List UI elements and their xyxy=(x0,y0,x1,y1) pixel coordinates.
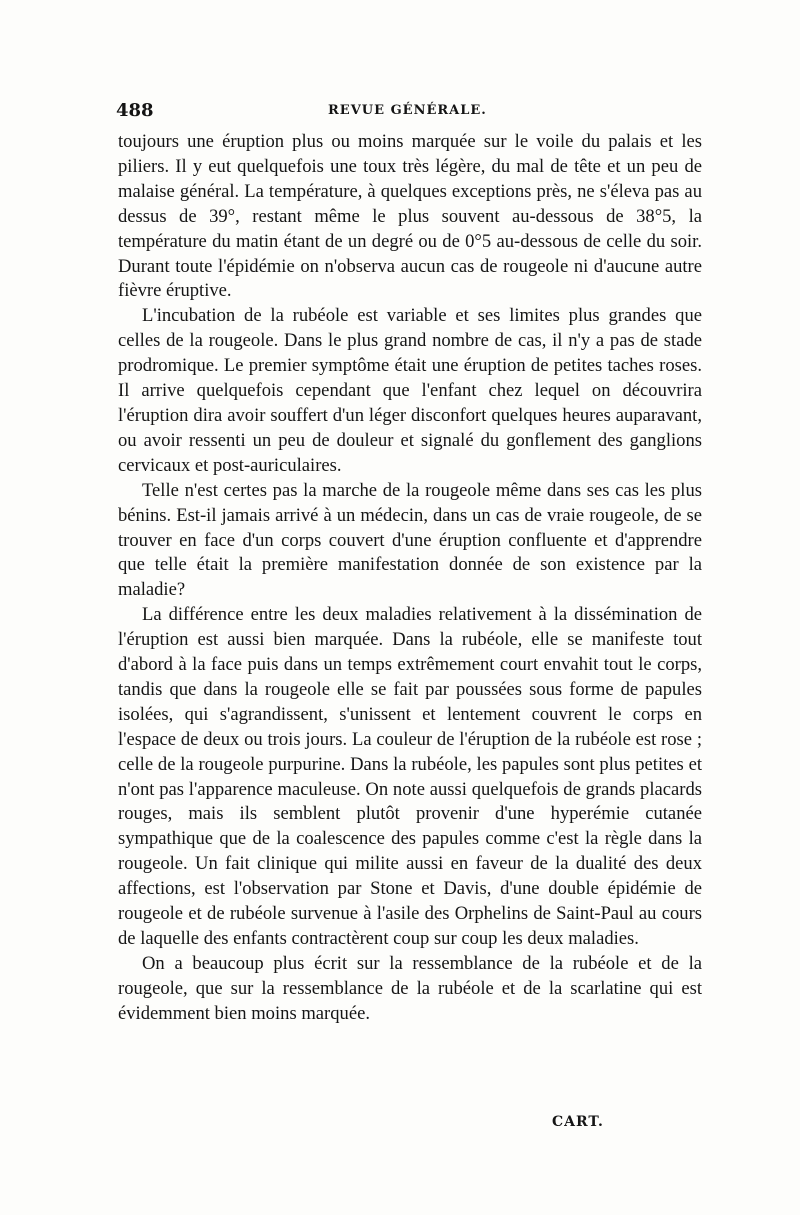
page-number: 488 xyxy=(116,100,154,121)
page-header xyxy=(116,100,706,124)
running-title: REVUE GÉNÉRALE. xyxy=(328,103,487,118)
article-body xyxy=(118,130,702,1027)
paragraph-continuation: toujours une éruption plus ou moins marquée sur le voile du palais et les piliers. Il y eut quelquefois une toux très légère, du mal de tête et un peu de malaise général. La température, à quelques exceptions près, ne s'éleva pas au dessus de 39°, restant même le plus souvent au-dessous de 38°5, la température du matin étant de un degré ou de 0°5 au-dessous de celle du soir. Durant toute l'épidémie on n'observa aucun cas de rougeole ni d'aucune autre fièvre éruptive. xyxy=(118,131,702,302)
paragraph-conclusion: On a beaucoup plus écrit sur la ressemblance de la rubéole et de la rougeole, que sur la ressemblance de la rubéole et de la scarlatine qui est évidemment bien moins marquée. xyxy=(118,952,702,1024)
paragraph-rougeole-marche: Telle n'est certes pas la marche de la rougeole même dans ses cas les plus bénins. Est-il jamais arrivé à un médecin, dans un cas de vraie rougeole, de se trouver en face d'un corps couvert d'une éruption confluente et d'apprendre que telle était la première manifestation donnée de son existence par la maladie? xyxy=(118,479,702,601)
author-signature: CART. xyxy=(552,1114,604,1130)
paragraph-dissemination: La différence entre les deux maladies relativement à la dissémination de l'éruption est aussi bien marquée. Dans la rubéole, elle se manifeste tout d'abord à la face puis dans un temps extrêmement court envahit tout le corps, tandis que dans la rougeole elle se fait par poussées sous forme de papules isolées, qui s'agrandissent, s'unissent et lentement couvrent le corps en l'espace de deux ou trois jours. La couleur de l'éruption de la rubéole est rose ; celle de la rougeole purpurine. Dans la rubéole, les papules sont plus petites et n'ont pas l'apparence maculeuse. On note aussi quelquefois de grands placards rouges, mais ils semblent plutôt provenir d'une hyperémie cutanée sympathique que de la coalescence des papules comme c'est la règle dans la rougeole. Un fait clinique qui milite aussi en faveur de la dualité des deux affections, est l'observation par Stone et Davis, d'une double épidémie de rougeole et de rubéole survenue à l'asile des Orphelins de Saint-Paul au cours de laquelle des enfants contractèrent coup sur coup les deux maladies. xyxy=(118,604,702,949)
paragraph-incubation: L'incubation de la rubéole est variable et ses limites plus grandes que celles de la rougeole. Dans le plus grand nombre de cas, il n'y a pas de stade prodromique. Le premier symptôme était une éruption de petites taches roses. Il arrive quelquefois cependant que l'enfant chez lequel on découvrira l'éruption dira avoir souffert d'un léger disconfort quelques heures auparavant, ou avoir ressenti un peu de douleur et signalé du gonflement des ganglions cervicaux et post-auriculaires. xyxy=(118,305,702,476)
